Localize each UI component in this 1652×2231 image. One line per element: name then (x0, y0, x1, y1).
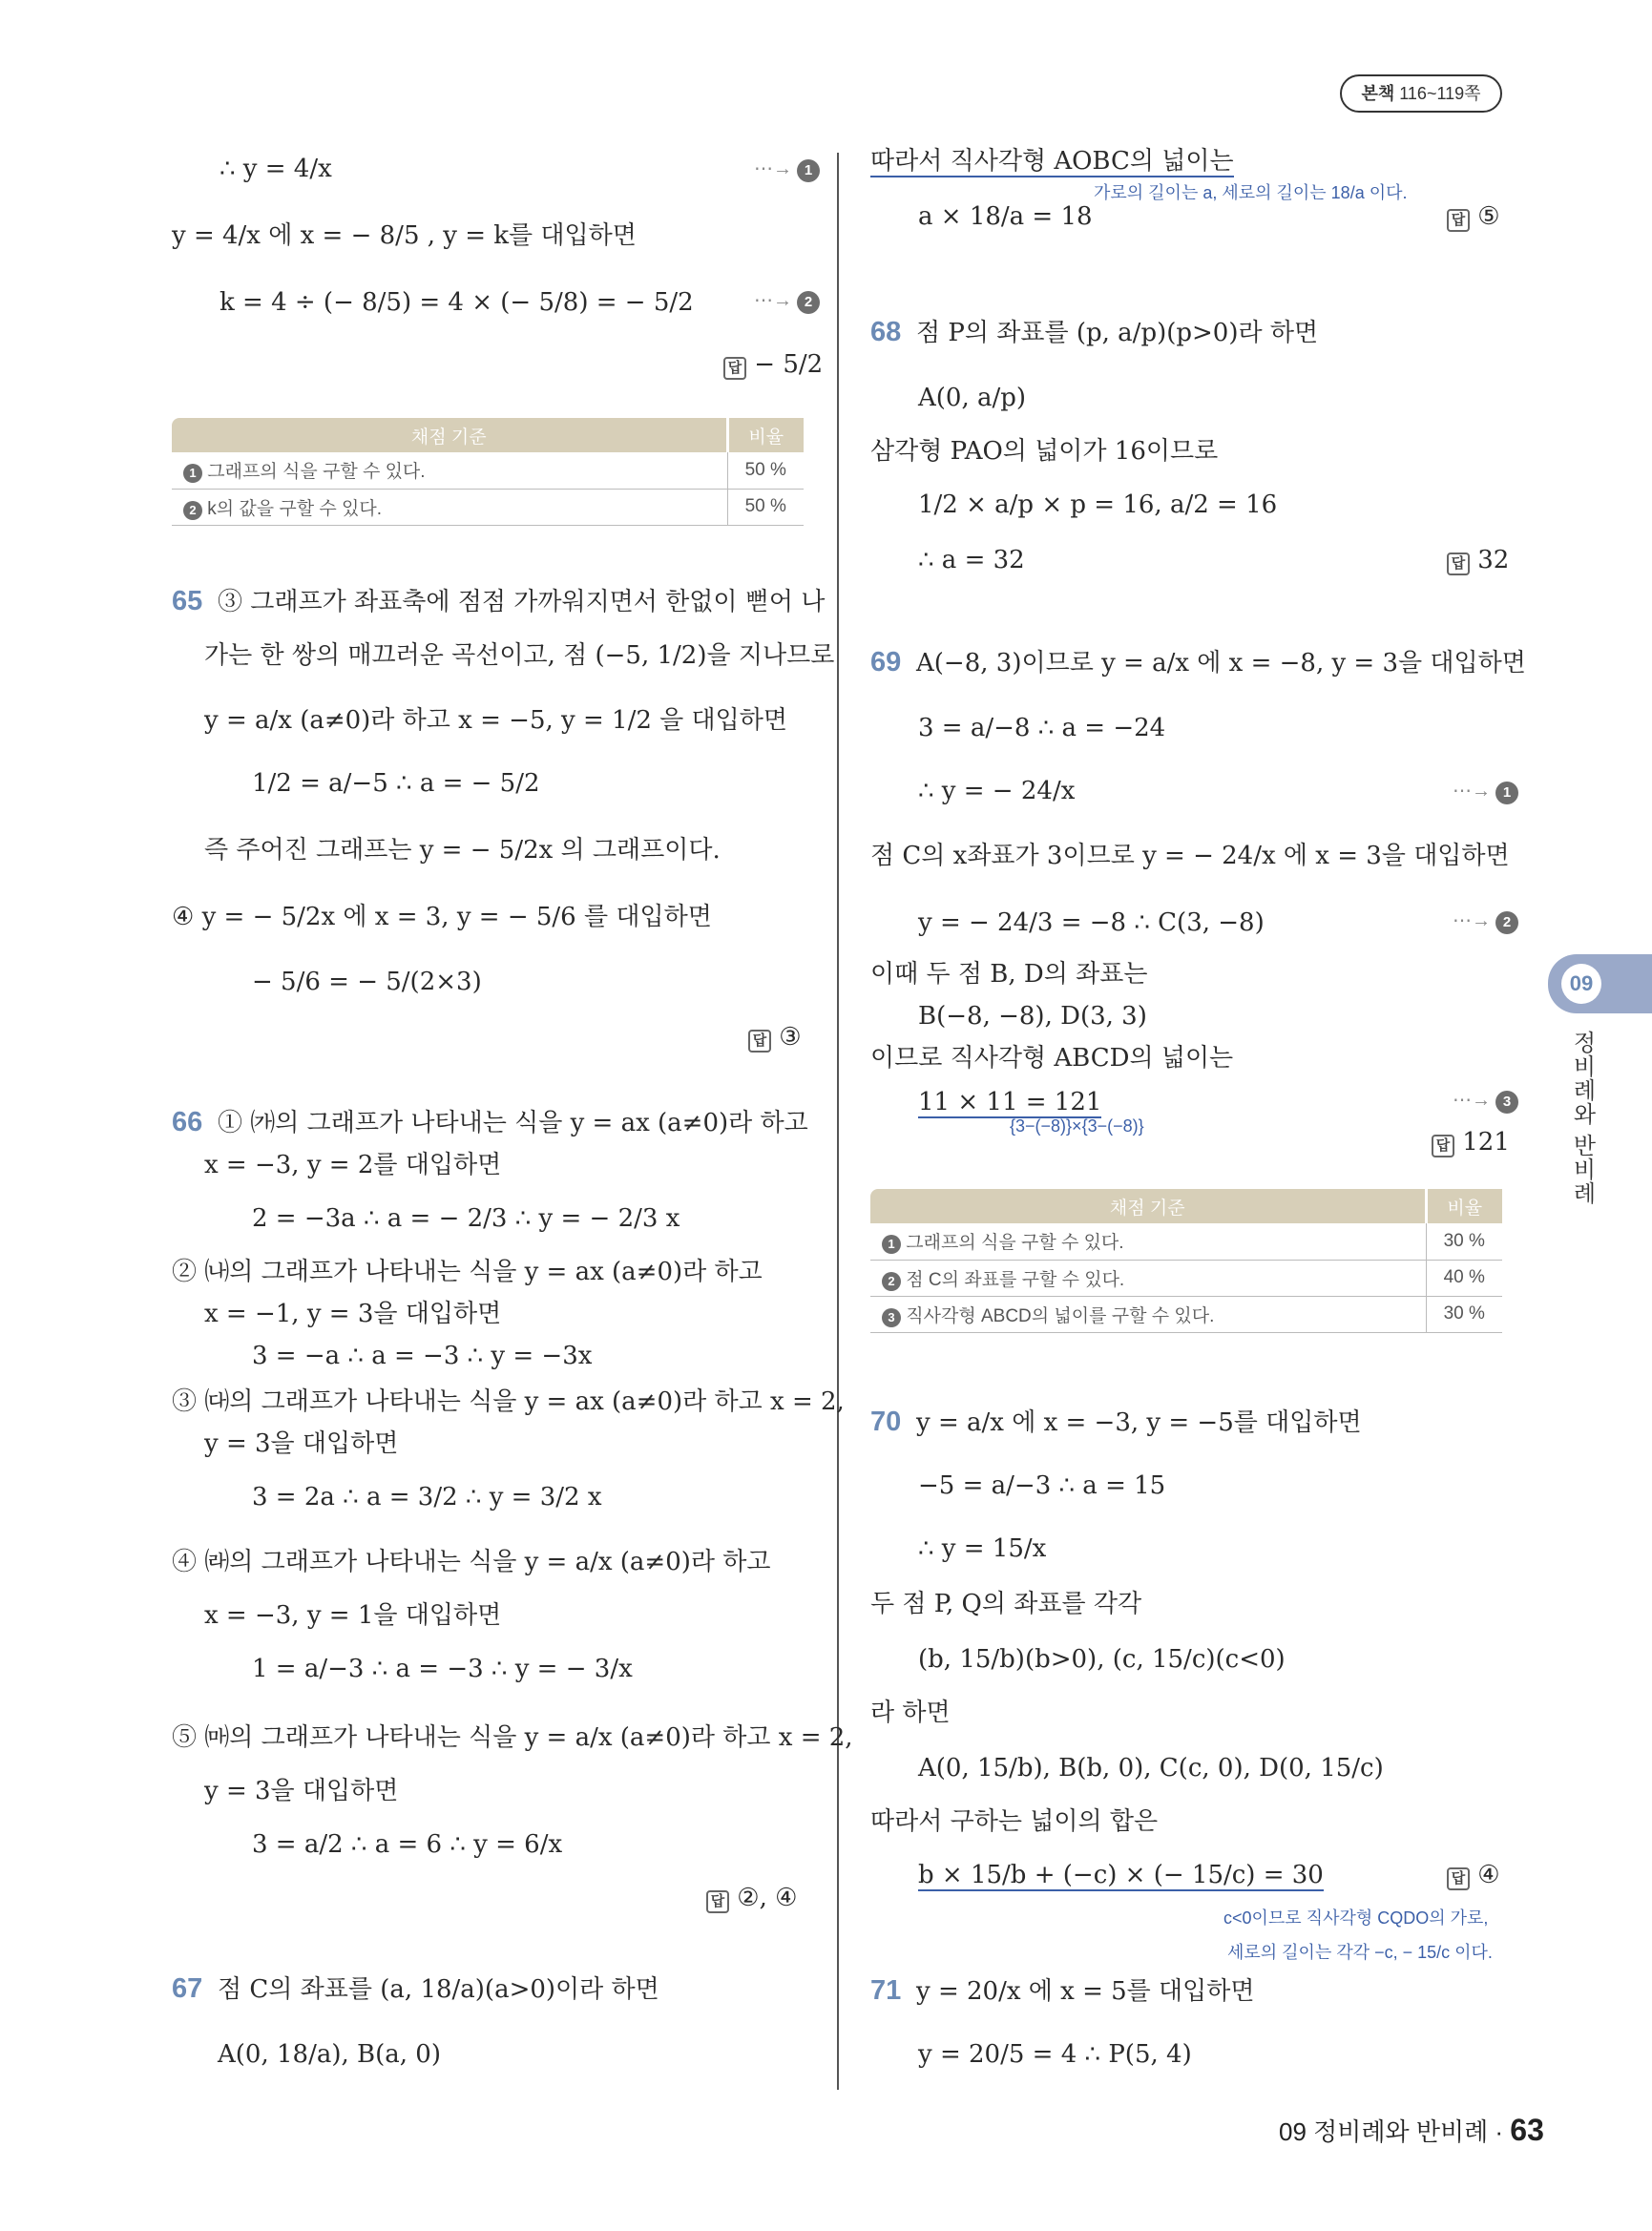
scoring-table-1 (172, 418, 804, 526)
eq-line: 3 = a/2 ∴ a = 6 ∴ y = 6/x (252, 1830, 563, 1859)
criterion-pct: 50 % (727, 452, 804, 489)
answer-icon: 답 (748, 1030, 771, 1053)
step-number: 1 (882, 1235, 901, 1254)
text-line: ④ ㈑의 그래프가 나타내는 식을 y = a/x (a≠0)라 하고 (172, 1548, 771, 1576)
text-line: ③ 그래프가 좌표축에 점점 가까워지면서 한없이 뻗어 나 (218, 588, 826, 616)
text-line: y = 3을 대입하면 (204, 1429, 399, 1458)
eq-line: 2 = −3a ∴ a = − 2/3 ∴ y = − 2/3 x (252, 1204, 680, 1233)
text-line: 점 C의 좌표를 (a, 18/a)(a>0)이라 하면 (218, 1975, 659, 2004)
footer-chapter: 09 정비례와 반비례 · (1279, 2117, 1504, 2146)
criterion-text: 그래프의 식을 구할 수 있다. (906, 1233, 1124, 1254)
step-number: 1 (183, 464, 202, 483)
text-line: ② ㈏의 그래프가 나타내는 식을 y = ax (a≠0)라 하고 (172, 1258, 763, 1286)
text-line: 점 P의 좌표를 (p, a/p)(p>0)라 하면 (916, 319, 1319, 347)
answer-line (1432, 1126, 1510, 1158)
problem-number-69: 69 (870, 647, 902, 678)
arrow-icon: ⋯→ (1453, 781, 1491, 802)
answer-value: − 5/2 (754, 350, 824, 379)
step-number: 2 (797, 291, 820, 314)
text-line: y = a/x (a≠0)라 하고 x = −5, y = 1/2 을 대입하면 (204, 706, 787, 735)
chapter-tab (1548, 954, 1652, 1013)
table-row (870, 1223, 1502, 1260)
problem-number-68: 68 (870, 317, 902, 347)
criterion-pct: 30 % (1426, 1223, 1502, 1260)
chapter-title: 정비례와 반비례 (1569, 1031, 1595, 1205)
criterion-pct: 30 % (1426, 1296, 1502, 1332)
eq-line: 1/2 × a/p × p = 16, a/2 = 16 (918, 490, 1278, 519)
underlined-text: b × 15/b + (−c) × (− 15/c) = 30 (918, 1861, 1324, 1889)
text-line: ③ ㈐의 그래프가 나타내는 식을 y = ax (a≠0)라 하고 x = 2, (172, 1387, 845, 1416)
table-header: 비율 (1426, 1189, 1502, 1223)
step-marker-2 (1453, 908, 1518, 934)
eq-line (918, 1859, 1324, 1891)
eq-line: y = 4/x 에 x = − 8/5 , y = k를 대입하면 (172, 221, 637, 250)
eq-line: (b, 15/b)(b>0), (c, 15/c)(c<0) (918, 1645, 1286, 1674)
problem-number-70: 70 (870, 1407, 902, 1437)
annotation-note: c<0이므로 직사각형 CQDO의 가로, (1223, 1908, 1489, 1928)
step-marker-1 (1453, 779, 1518, 804)
text-line: ⑤ ㈒의 그래프가 나타내는 식을 y = a/x (a≠0)라 하고 x = 2, (172, 1723, 853, 1752)
arrow-icon: ⋯→ (754, 290, 792, 311)
criterion-pct: 50 % (727, 489, 804, 525)
text-line: ④ y = − 5/2x 에 x = 3, y = − 5/6 를 대입하면 (172, 903, 712, 931)
text-line: x = −3, y = 2를 대입하면 (204, 1151, 502, 1179)
answer-icon: 답 (1447, 1867, 1470, 1890)
step-marker-2 (754, 288, 820, 314)
table-row (172, 452, 804, 489)
step-number: 2 (1495, 911, 1518, 934)
underlined-text: 11 × 11 = 121 (918, 1088, 1102, 1116)
answer-icon: 답 (723, 357, 746, 380)
arrow-icon: ⋯→ (754, 158, 792, 179)
text-line: x = −1, y = 3을 대입하면 (204, 1300, 502, 1328)
eq-line: A(0, a/p) (918, 384, 1027, 412)
criterion-text: 그래프의 식을 구할 수 있다. (207, 462, 426, 483)
eq-line: A(0, 18/a), B(a, 0) (218, 2040, 441, 2069)
eq-line: 3 = a/−8 ∴ a = −24 (918, 714, 1166, 742)
answer-line (1447, 1859, 1500, 1891)
eq-line: ∴ y = − 24/x (918, 777, 1076, 805)
text-line: y = 20/x 에 x = 5를 대입하면 (916, 1977, 1255, 2006)
answer-line (723, 348, 823, 381)
criterion-text: 직사각형 ABCD의 넓이를 구할 수 있다. (906, 1305, 1215, 1326)
step-marker-1 (754, 156, 820, 182)
problem-number-67: 67 (172, 1973, 203, 2004)
annotation-note: {3−(−8)}×{3−(−8)} (1010, 1116, 1144, 1136)
eq-line: y = − 24/3 = −8 ∴ C(3, −8) (918, 908, 1265, 937)
table-header: 채점 기준 (172, 418, 727, 452)
problem-number-71: 71 (870, 1975, 902, 2006)
text-line: ① ㈎의 그래프가 나타내는 식을 y = ax (a≠0)라 하고 (218, 1109, 808, 1137)
annotation-note: 가로의 길이는 a, 세로의 길이는 18/a 이다. (1094, 183, 1408, 202)
answer-icon: 답 (1447, 209, 1470, 232)
answer-value: ④ (1477, 1861, 1500, 1889)
eq-line: 1 = a/−3 ∴ a = −3 ∴ y = − 3/x (252, 1655, 633, 1683)
page-range-badge (1340, 74, 1502, 113)
step-number: 1 (797, 159, 820, 182)
eq-line: k = 4 ÷ (− 8/5) = 4 × (− 5/8) = − 5/2 (220, 288, 694, 317)
table-row (870, 1296, 1502, 1332)
step-number: 3 (1495, 1091, 1518, 1114)
answer-line (748, 1021, 802, 1053)
text-line: 두 점 P, Q의 좌표를 각각 (870, 1590, 1142, 1618)
column-divider (837, 153, 839, 2090)
eq-line: 3 = 2a ∴ a = 3/2 ∴ y = 3/2 x (252, 1483, 602, 1512)
eq-line: ∴ a = 32 (918, 546, 1025, 574)
text-line: A(−8, 3)이므로 y = a/x 에 x = −8, y = 3을 대입하면 (916, 649, 1526, 678)
eq-line: −5 = a/−3 ∴ a = 15 (918, 1471, 1166, 1500)
answer-value: 121 (1462, 1128, 1510, 1157)
eq-line: − 5/6 = − 5/(2×3) (252, 968, 482, 996)
eq-line: B(−8, −8), D(3, 3) (918, 1002, 1147, 1031)
criterion-text: 점 C의 좌표를 구할 수 있다. (906, 1269, 1125, 1290)
text-line: 라 하면 (870, 1699, 951, 1727)
arrow-icon: ⋯→ (1453, 1090, 1491, 1111)
table-header: 채점 기준 (870, 1189, 1426, 1223)
underlined-text: 따라서 직사각형 AOBC의 넓이는 (870, 147, 1234, 176)
eq-line: a × 18/a = 18 (918, 202, 1093, 231)
answer-icon: 답 (1447, 553, 1470, 575)
answer-line (1447, 544, 1509, 576)
page-range: 116~119쪽 (1399, 84, 1481, 103)
criterion-text: k의 값을 구할 수 있다. (207, 498, 383, 519)
text-line: 이때 두 점 B, D의 좌표는 (870, 960, 1148, 989)
text-line: 점 C의 x좌표가 3이므로 y = − 24/x 에 x = 3을 대입하면 (870, 842, 1510, 870)
criterion-pct: 40 % (1426, 1260, 1502, 1296)
answer-value: 32 (1477, 546, 1510, 574)
text-line: x = −3, y = 1을 대입하면 (204, 1601, 502, 1630)
page-footer (1279, 2113, 1544, 2148)
text-line: y = 3을 대입하면 (204, 1777, 399, 1805)
problem-number-65: 65 (172, 586, 203, 616)
step-number: 2 (183, 501, 202, 520)
step-marker-3 (1453, 1088, 1518, 1114)
eq-line: y = 20/5 = 4 ∴ P(5, 4) (918, 2040, 1192, 2069)
annotation-note: 세로의 길이는 각각 −c, − 15/c 이다. (1227, 1943, 1493, 1962)
table-header: 비율 (727, 418, 804, 452)
eq-line: ∴ y = 4/x (220, 155, 332, 183)
text-line: 이므로 직사각형 ABCD의 넓이는 (870, 1044, 1234, 1073)
answer-line (706, 1882, 797, 1914)
eq-line: ∴ y = 15/x (918, 1534, 1047, 1563)
chapter-number: 09 (1561, 964, 1601, 1004)
eq-line: 1/2 = a/−5 ∴ a = − 5/2 (252, 769, 540, 798)
answer-icon: 답 (1432, 1135, 1454, 1157)
eq-line (918, 1086, 1101, 1118)
table-row (172, 489, 804, 525)
table-row (870, 1260, 1502, 1296)
text-line: 가는 한 쌍의 매끄러운 곡선이고, 점 (−5, 1/2)을 지나므로 (204, 641, 835, 670)
arrow-icon: ⋯→ (1453, 910, 1491, 931)
answer-icon: 답 (706, 1890, 729, 1913)
text-line: 따라서 구하는 넓이의 합은 (870, 1807, 1159, 1836)
eq-line: 3 = −a ∴ a = −3 ∴ y = −3x (252, 1342, 593, 1370)
step-number: 1 (1495, 782, 1518, 804)
problem-number-66: 66 (172, 1107, 203, 1137)
text-line (870, 145, 1234, 177)
answer-value: ②, ④ (737, 1884, 798, 1912)
book-label: 본책 (1361, 84, 1395, 103)
answer-value: ③ (779, 1023, 802, 1052)
step-number: 2 (882, 1272, 901, 1291)
scoring-table-2 (870, 1189, 1502, 1333)
answer-value: ⑤ (1477, 202, 1500, 231)
eq-line: A(0, 15/b), B(b, 0), C(c, 0), D(0, 15/c) (918, 1754, 1384, 1783)
text-line: 삼각형 PAO의 넓이가 16이므로 (870, 437, 1219, 466)
text-line: y = a/x 에 x = −3, y = −5를 대입하면 (916, 1408, 1362, 1437)
text-line: 즉 주어진 그래프는 y = − 5/2x 의 그래프이다. (204, 836, 721, 865)
page-number: 63 (1510, 2113, 1544, 2147)
answer-line (1447, 200, 1500, 233)
step-number: 3 (882, 1308, 901, 1327)
